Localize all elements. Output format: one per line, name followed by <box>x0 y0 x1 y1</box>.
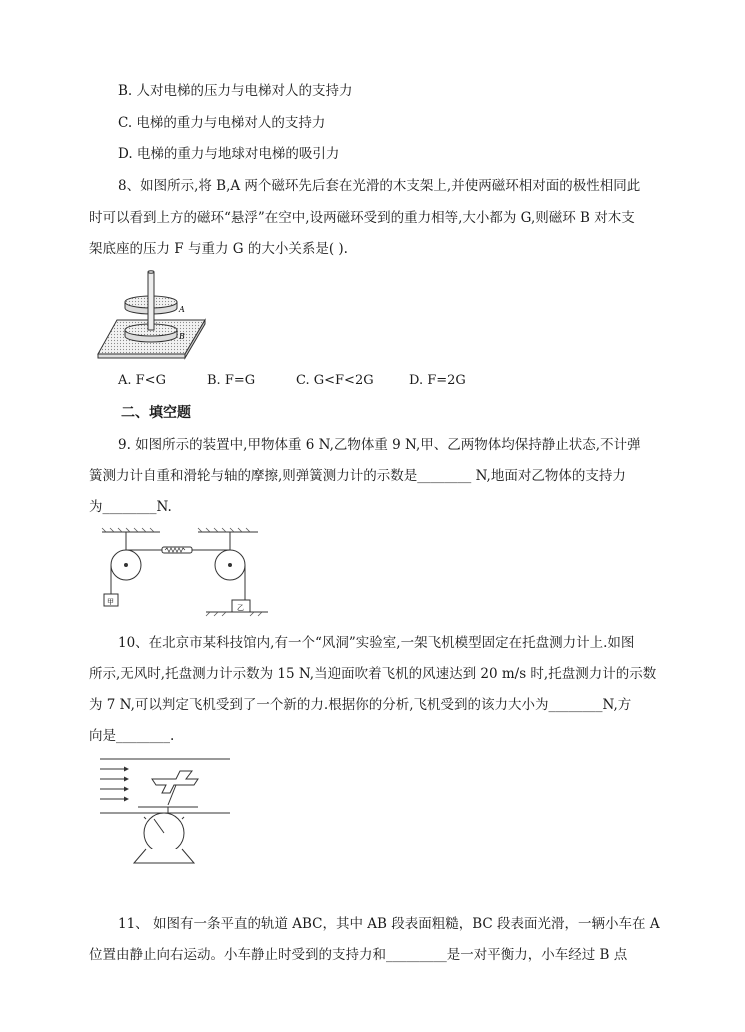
q9-pulley-figure <box>98 528 268 616</box>
q8-text-line-1: 8、如图所示,将 B,A 两个磁环先后套在光滑的木支架上,并使两磁环相对面的极性相同此 <box>118 178 641 194</box>
q9-label-jia: 甲 <box>107 598 114 606</box>
q8-text-line-3: 架底座的压力 F 与重力 G 的大小关系是( ). <box>89 241 348 257</box>
q10-text-line-1: 10、在北京市某科技馆内,有一个“风洞”实验室,一架飞机模型固定在托盘测力计上.如图 <box>118 635 635 651</box>
q9-text-line-2: 簧测力计自重和滑轮与轴的摩擦,则弹簧测力计的示数是________ N,地面对乙物体的支持力 <box>89 468 626 484</box>
section-heading-fill-in: 二、填空题 <box>121 405 191 421</box>
q10-text-line-3: 为 7 N,可以判定飞机受到了一个新的力.根据你的分析,飞机受到的该力大小为________N,方 <box>89 697 632 713</box>
q9-text-line-1: 9. 如图所示的装置中,甲物体重 6 N,乙物体重 9 N,甲、乙两物体均保持静止状态,不计弹 <box>118 437 641 453</box>
q8-text-line-2: 时可以看到上方的磁环“悬浮”在空中,设两磁环受到的重力相等,大小都为 G,则磁环 B 对木支 <box>89 210 635 226</box>
q10-wind-tunnel-figure <box>98 755 238 867</box>
q10-text-line-2: 所示,无风时,托盘测力计示数为 15 N,当迎面吹着飞机的风速达到 20 m/s 时,托盘测力计的示数 <box>89 666 657 682</box>
q11-text-line-1: 11、 如图有一条平直的轨道 ABC，其中 AB 段表面粗糙，BC 段表面光滑，一辆小车在 A <box>118 916 660 932</box>
q8-label-b: B <box>179 332 185 341</box>
q8-option-a: A. F<G <box>118 373 166 388</box>
q8-label-a: A <box>179 305 185 314</box>
q7-option-b: B. 人对电梯的压力与电梯对人的支持力 <box>118 83 353 99</box>
q9-label-yi: 乙 <box>237 604 244 612</box>
q7-option-d: D. 电梯的重力与地球对电梯的吸引力 <box>118 146 340 162</box>
q8-option-d: D. F=2G <box>409 373 466 388</box>
q8-option-b: B. F=G <box>207 373 256 388</box>
q9-text-line-3: 为________N. <box>89 499 172 515</box>
q11-text-line-2: 位置由静止向右运动。小车静止时受到的支持力和_________是一对平衡力，小车经过 B 点 <box>89 947 628 963</box>
q8-option-c: C. G<F<2G <box>296 373 374 388</box>
q8-magnet-ring-figure <box>95 270 210 360</box>
q10-text-line-4: 向是________. <box>89 728 175 744</box>
q7-option-c: C. 电梯的重力与电梯对人的支持力 <box>118 115 326 131</box>
